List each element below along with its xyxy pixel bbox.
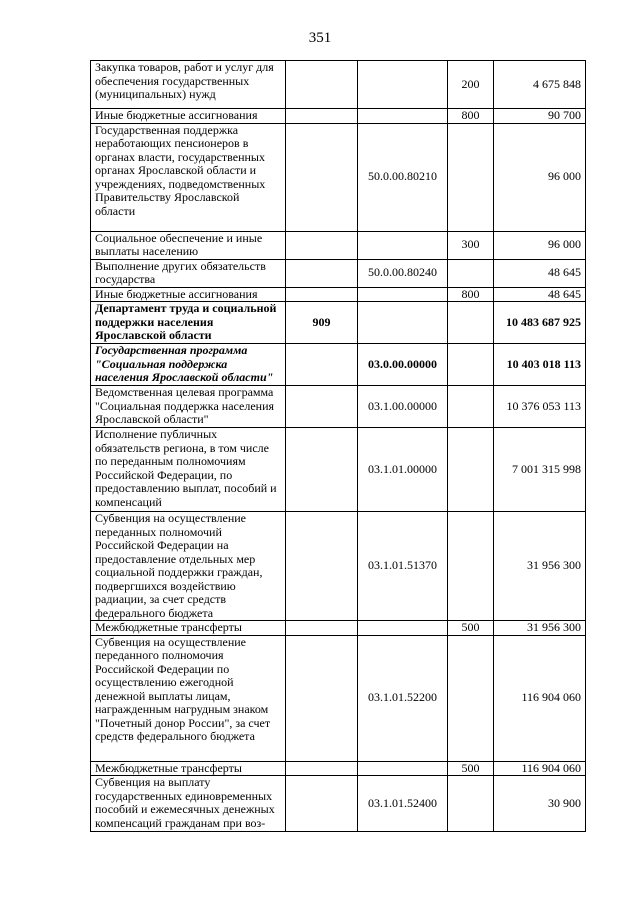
cell-dept xyxy=(286,344,358,386)
cell-sum: 48 645 xyxy=(494,259,586,287)
table-row xyxy=(91,61,586,109)
cell-name: Исполнение публичных обязательств региона, в том числе по переданным полномочиям Российской Федерации, по предоставлению выплат, пособий и компенсаций xyxy=(91,428,286,512)
cell-sum: 116 904 060 xyxy=(494,761,586,776)
cell-vr: 500 xyxy=(448,621,494,636)
cell-name: Субвенция на осуществление переданного полномочия Российской Федерации по осуществлению ежегодной денежной выплаты лицам, награжденным нагрудным знаком "Почетный донор России", за счет средств федерального бюджета xyxy=(91,635,286,761)
cell-sum: 30 900 xyxy=(494,776,586,832)
cell-vr xyxy=(448,259,494,287)
cell-name: Государственная программа "Социальная поддержка населения Ярославской области" xyxy=(91,344,286,386)
table-row xyxy=(91,635,586,761)
budget-table xyxy=(90,60,586,832)
cell-vr xyxy=(448,344,494,386)
cell-name: Ведомственная целевая программа "Социальная поддержка населения Ярославской области" xyxy=(91,386,286,428)
cell-csr: 03.1.01.00000 xyxy=(358,428,448,512)
cell-name: Выполнение других обязательств государства xyxy=(91,259,286,287)
cell-vr: 300 xyxy=(448,231,494,259)
cell-name: Закупка товаров, работ и услуг для обеспечения государственных (муниципальных) нужд xyxy=(91,61,286,109)
cell-sum: 96 000 xyxy=(494,231,586,259)
table-row xyxy=(91,621,586,636)
cell-name: Субвенция на выплату государственных единовременных пособий и ежемесячных денежных компенсаций гражданам при воз- xyxy=(91,776,286,832)
table-row xyxy=(91,109,586,124)
cell-csr xyxy=(358,761,448,776)
cell-vr: 200 xyxy=(448,61,494,109)
cell-sum: 31 956 300 xyxy=(494,512,586,621)
table-row xyxy=(91,123,586,231)
cell-name: Межбюджетные трансферты xyxy=(91,761,286,776)
cell-dept xyxy=(286,621,358,636)
cell-sum: 96 000 xyxy=(494,123,586,231)
cell-csr: 50.0.00.80210 xyxy=(358,123,448,231)
table-row xyxy=(91,344,586,386)
cell-sum: 10 403 018 113 xyxy=(494,344,586,386)
table-row xyxy=(91,776,586,832)
cell-vr xyxy=(448,776,494,832)
cell-vr xyxy=(448,123,494,231)
cell-csr xyxy=(358,287,448,302)
cell-dept: 909 xyxy=(286,302,358,344)
cell-sum: 10 483 687 925 xyxy=(494,302,586,344)
cell-csr xyxy=(358,231,448,259)
budget-table-body xyxy=(91,61,586,832)
cell-dept xyxy=(286,287,358,302)
cell-dept xyxy=(286,259,358,287)
cell-dept xyxy=(286,109,358,124)
cell-name: Социальное обеспечение и иные выплаты населению xyxy=(91,231,286,259)
cell-csr: 50.0.00.80240 xyxy=(358,259,448,287)
cell-vr xyxy=(448,428,494,512)
cell-dept xyxy=(286,231,358,259)
cell-sum: 4 675 848 xyxy=(494,61,586,109)
cell-csr xyxy=(358,302,448,344)
cell-csr: 03.0.00.00000 xyxy=(358,344,448,386)
cell-dept xyxy=(286,123,358,231)
cell-vr xyxy=(448,302,494,344)
cell-csr xyxy=(358,621,448,636)
table-row xyxy=(91,231,586,259)
cell-csr xyxy=(358,109,448,124)
cell-name: Субвенция на осуществление переданных полномочий Российской Федерации на предоставление отдельных мер социальной поддержки граждан, подвергшихся воздействию радиации, за счет средств федерального бюджета xyxy=(91,512,286,621)
table-row xyxy=(91,512,586,621)
table-row xyxy=(91,386,586,428)
cell-sum: 48 645 xyxy=(494,287,586,302)
cell-name: Межбюджетные трансферты xyxy=(91,621,286,636)
cell-csr: 03.1.01.51370 xyxy=(358,512,448,621)
cell-sum: 10 376 053 113 xyxy=(494,386,586,428)
table-row xyxy=(91,428,586,512)
cell-name: Государственная поддержка неработающих пенсионеров в органах власти, государственных органах Ярославской области и учреждениях, подведомственных Правительству Ярославской области xyxy=(91,123,286,231)
cell-sum: 31 956 300 xyxy=(494,621,586,636)
cell-csr: 03.1.00.00000 xyxy=(358,386,448,428)
table-row xyxy=(91,761,586,776)
table-row xyxy=(91,302,586,344)
cell-vr: 800 xyxy=(448,287,494,302)
cell-dept xyxy=(286,386,358,428)
cell-dept xyxy=(286,761,358,776)
page-number: 351 xyxy=(308,30,332,46)
cell-vr: 500 xyxy=(448,761,494,776)
cell-sum: 90 700 xyxy=(494,109,586,124)
cell-name: Департамент труда и социальной поддержки населения Ярославской области xyxy=(91,302,286,344)
cell-dept xyxy=(286,428,358,512)
cell-vr: 800 xyxy=(448,109,494,124)
table-row xyxy=(91,287,586,302)
table-row xyxy=(91,259,586,287)
cell-name: Иные бюджетные ассигнования xyxy=(91,109,286,124)
cell-csr: 03.1.01.52200 xyxy=(358,635,448,761)
cell-vr xyxy=(448,512,494,621)
cell-vr xyxy=(448,386,494,428)
cell-sum: 116 904 060 xyxy=(494,635,586,761)
cell-csr xyxy=(358,61,448,109)
cell-dept xyxy=(286,61,358,109)
cell-dept xyxy=(286,512,358,621)
cell-name: Иные бюджетные ассигнования xyxy=(91,287,286,302)
cell-csr: 03.1.01.52400 xyxy=(358,776,448,832)
cell-dept xyxy=(286,776,358,832)
cell-vr xyxy=(448,635,494,761)
cell-dept xyxy=(286,635,358,761)
cell-sum: 7 001 315 998 xyxy=(494,428,586,512)
